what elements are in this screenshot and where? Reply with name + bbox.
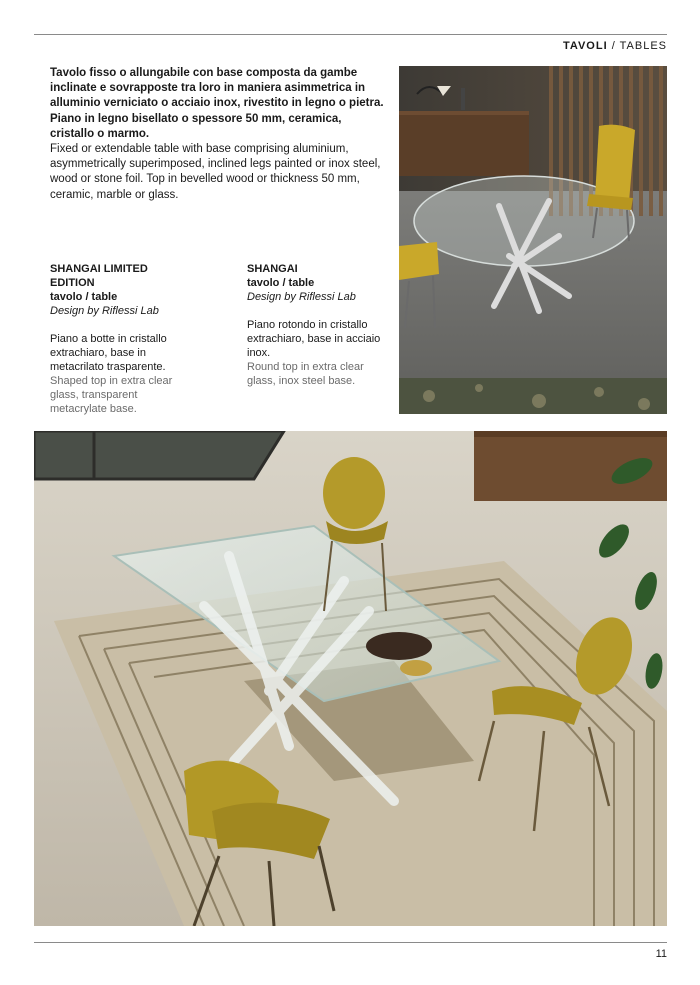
intro-text-it: Tavolo fisso o allungabile con base composta da gambe inclinate e sovrapposte tra loro in maniera asimmetrica in alluminio verniciato o acciaio inox, rivestito in legno o pietra. Piano in legno bisellato o spessore 50 mm, ceramica, cristallo o marmo. bbox=[50, 67, 384, 140]
product-type: tavolo / table bbox=[50, 291, 118, 303]
intro-text-en: Fixed or extendable table with base comprising aluminium, asymmetrically superimposed, inclined legs painted or inox steel, wood or stone foil. Top in bevelled wood or thickness 50 mm, ceramic, marble or glass. bbox=[50, 143, 381, 201]
intro-text bbox=[50, 66, 388, 203]
product-description-it: Piano a botte in cristallo extrachiaro, base in metacrilato trasparente. bbox=[50, 333, 167, 373]
photo-shangai-round-table bbox=[399, 66, 667, 414]
product-name: SHANGAI bbox=[247, 263, 298, 275]
product-shangai-limited-edition bbox=[50, 262, 185, 416]
product-designer: Design by Riflessi Lab bbox=[50, 305, 159, 317]
section-separator: / bbox=[607, 40, 620, 52]
product-description-en: Shaped top in extra clear glass, transparent metacrylate base. bbox=[50, 375, 173, 415]
section-header bbox=[563, 40, 667, 52]
section-title-it: TAVOLI bbox=[562, 40, 608, 52]
product-description-en: Round top in extra clear glass, inox steel base. bbox=[247, 361, 364, 387]
product-shangai bbox=[247, 262, 387, 388]
page-number: 11 bbox=[655, 948, 667, 960]
section-title-en: TABLES bbox=[619, 40, 667, 52]
bottom-rule bbox=[34, 942, 667, 943]
photo-shangai-limited-edition bbox=[34, 431, 667, 926]
top-rule bbox=[34, 34, 667, 35]
product-description-it: Piano rotondo in cristallo extrachiaro, base in acciaio inox. bbox=[247, 319, 381, 359]
product-name: SHANGAI LIMITED EDITION bbox=[50, 263, 148, 289]
product-designer: Design by Riflessi Lab bbox=[247, 291, 356, 303]
product-type: tavolo / table bbox=[247, 277, 315, 289]
